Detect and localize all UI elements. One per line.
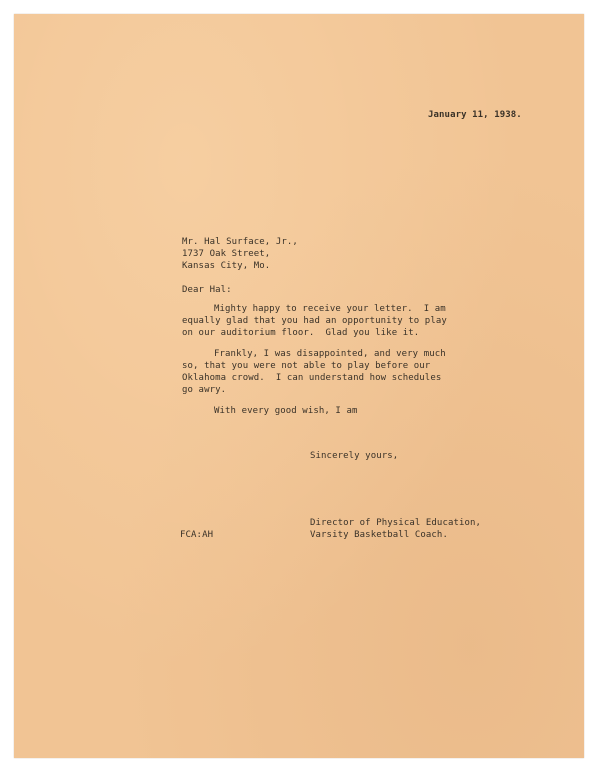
paragraph-1-line-3: on our auditorium floor. Glad you like it. <box>182 328 420 338</box>
signature-title-2: Varsity Basketball Coach. <box>310 530 448 540</box>
typist-initials: FCA:AH <box>180 530 214 540</box>
paragraph-2-line-1: Frankly, I was disappointed, and very much <box>214 349 446 359</box>
closing: Sincerely yours, <box>310 451 399 461</box>
letter-page <box>14 14 584 758</box>
salutation: Dear Hal: <box>182 285 232 295</box>
paragraph-3-line-1: With every good wish, I am <box>214 406 358 416</box>
paragraph-1-line-2: equally glad that you had an opportunity to play <box>182 316 447 326</box>
paragraph-1-line-1: Mighty happy to receive your letter. I am <box>214 304 446 314</box>
letter-date: January 11, 1938. <box>428 110 522 120</box>
paragraph-2-line-2: so, that you were not able to play before our <box>182 361 431 371</box>
paragraph-2-line-3: Oklahoma crowd. I can understand how schedules <box>182 373 442 383</box>
recipient-city: Kansas City, Mo. <box>182 261 271 271</box>
signature-title-1: Director of Physical Education, <box>310 518 482 528</box>
recipient-name: Mr. Hal Surface, Jr., <box>182 237 298 247</box>
paragraph-2-line-4: go awry. <box>182 385 227 395</box>
recipient-street: 1737 Oak Street, <box>182 249 271 259</box>
